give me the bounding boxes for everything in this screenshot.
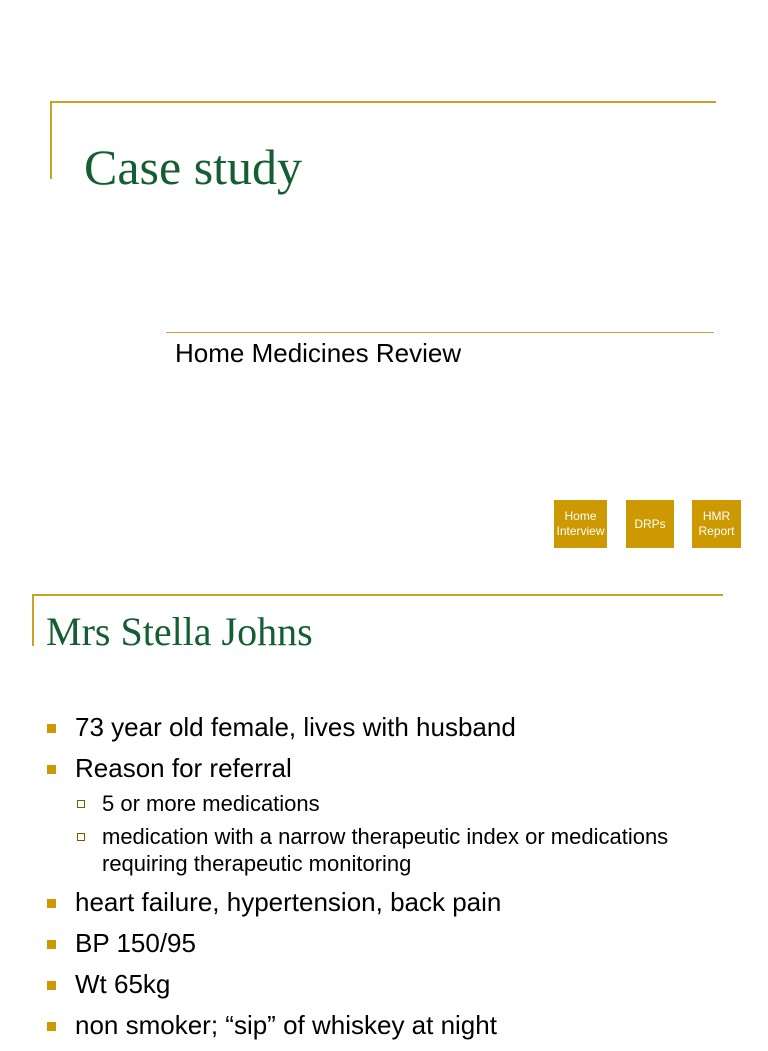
sub-list-item <box>75 790 726 817</box>
sub-bullet-text: medication with a narrow therapeutic index or medications requiring therapeutic monitoring <box>102 824 669 876</box>
square-bullet-icon <box>47 1022 56 1031</box>
bullet-text: 73 year old female, lives with husband <box>75 712 516 742</box>
hmr-report-button[interactable]: HMR Report <box>692 500 741 548</box>
list-item <box>46 928 726 959</box>
square-bullet-icon <box>47 981 56 990</box>
list-item <box>46 712 726 743</box>
drps-button[interactable]: DRPs <box>626 500 674 548</box>
home-interview-button[interactable]: Home Interview <box>554 500 607 548</box>
slide-patient <box>0 580 768 1040</box>
list-item <box>46 969 726 1000</box>
bullet-text: BP 150/95 <box>75 928 196 958</box>
bullet-text: Reason for referral <box>75 753 292 783</box>
square-bullet-icon <box>47 899 56 908</box>
square-bullet-icon <box>47 765 56 774</box>
bullet-text: Wt 65kg <box>75 969 171 999</box>
square-bullet-icon <box>47 724 56 733</box>
hollow-square-bullet-icon <box>77 833 85 841</box>
hollow-square-bullet-icon <box>77 800 85 808</box>
list-item <box>46 1010 726 1041</box>
frame-top-line <box>32 594 723 596</box>
bullet-text: heart failure, hypertension, back pain <box>75 887 502 917</box>
list-item <box>46 753 726 877</box>
slide-subtitle: Home Medicines Review <box>175 338 462 368</box>
bullet-list <box>46 712 726 1051</box>
slide-title: Case study <box>84 139 303 195</box>
list-item <box>46 887 726 918</box>
sub-list-item <box>75 823 726 877</box>
subtitle-rule <box>166 332 714 333</box>
sub-bullet-list <box>75 790 726 877</box>
bullet-text: non smoker; “sip” of whiskey at night <box>75 1010 497 1040</box>
sub-bullet-text: 5 or more medications <box>102 791 320 816</box>
slide-title: Mrs Stella Johns <box>46 609 313 654</box>
frame-left-line <box>50 101 52 179</box>
frame-top-line <box>50 101 716 103</box>
frame-left-line <box>32 594 34 646</box>
square-bullet-icon <box>47 940 56 949</box>
